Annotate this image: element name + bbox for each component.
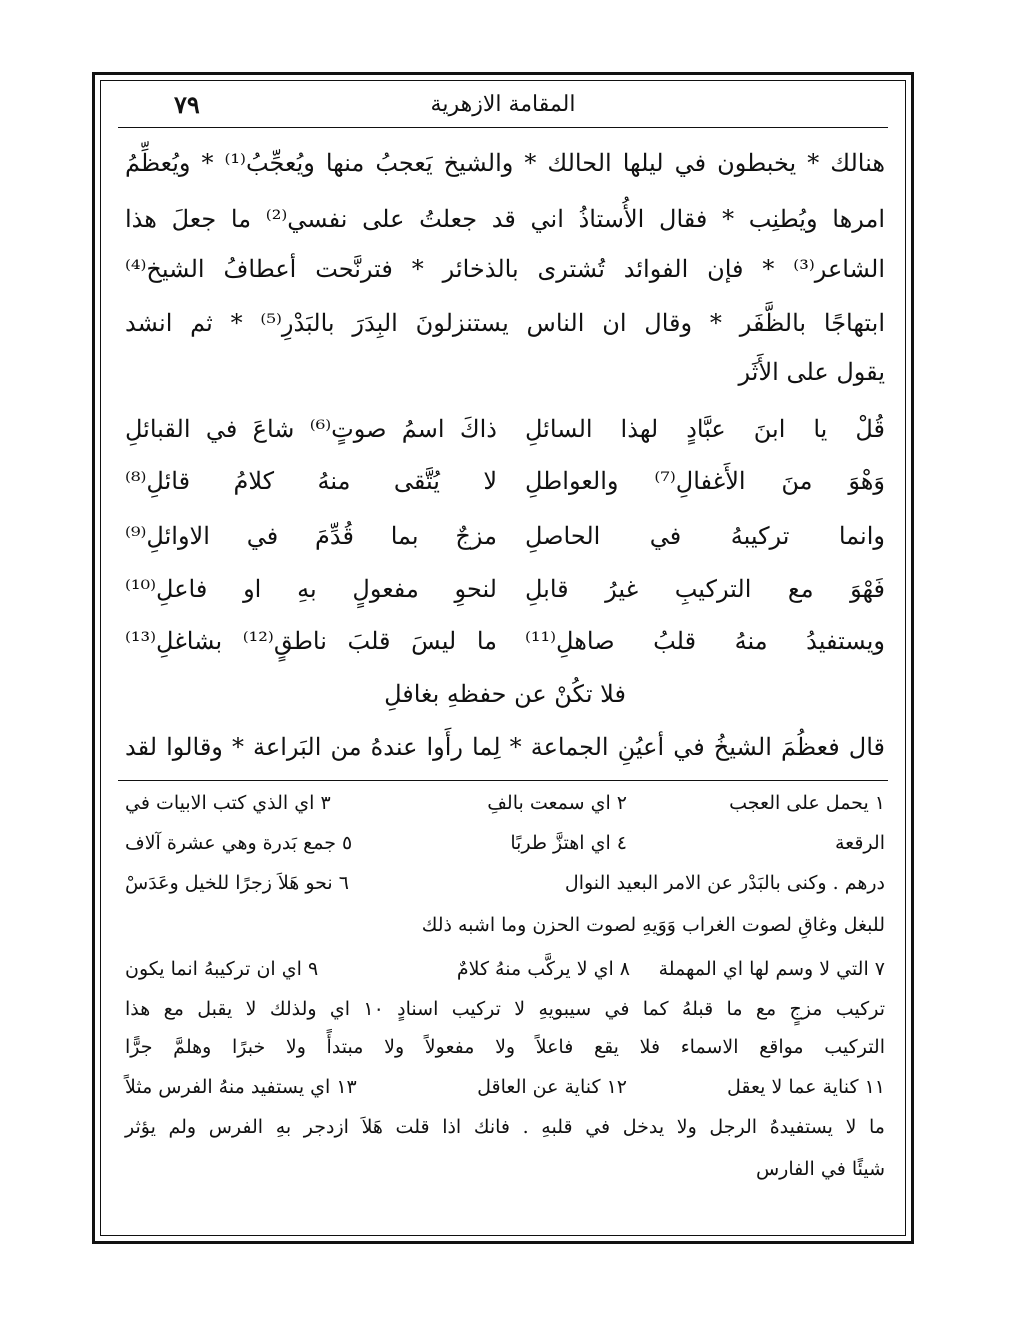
verse-second-hemistich: ذاكَ اسمُ صوتٍ⁽⁶⁾ شاعَ في القبائلِ xyxy=(125,415,497,443)
verse-line xyxy=(125,467,885,517)
verse-second-hemistich: لا يُتَّقى منهُ كلامُ قائلِ⁽⁸⁾ xyxy=(125,467,497,495)
running-title: المقامة الازهرية xyxy=(430,92,576,117)
verse-first-hemistich: ويستفيدُ منهُ قلبُ صاهلِ⁽¹¹⁾ xyxy=(525,627,885,655)
verse-line xyxy=(125,415,885,465)
footnote: ٥ جمع بَدرة وهي عشرة آلاف xyxy=(125,832,353,854)
footnote-row xyxy=(125,872,885,902)
prose-line: هنالك * يخبطون في ليلها الحالك * والشيخ يَعجبُ منها ويُعجِّبُ⁽¹⁾ * ويُعظِّمُ xyxy=(125,149,885,177)
footnote: ١١ كناية عما لا يعقل xyxy=(726,1076,885,1098)
footnote-row xyxy=(125,792,885,822)
footnote: ٣ اي الذي كتب الابيات في xyxy=(125,792,331,814)
footnote-rule xyxy=(118,780,888,781)
verse-second-hemistich: لنحوِ مفعولٍ بهِ او فاعلِ⁽¹⁰⁾ xyxy=(125,575,497,603)
footnote: ١ يحمل على العجب xyxy=(729,792,885,814)
prose-line: الشاعر⁽³⁾ * فإن الفوائد تُشترى بالذخائر * فترنَّحت أعطافُ الشيخ⁽⁴⁾ xyxy=(125,255,885,283)
footnote-line: ما لا يستفيدهُ الرجل ولا يدخل في قلبهِ . فانك اذا قلت هَلاَ ازدجر بهِ الفرس ولم يؤثر xyxy=(125,1116,885,1138)
running-header xyxy=(118,90,888,126)
footnote-row xyxy=(125,832,885,862)
footnote-line: للبغل وغاقِ لصوت الغراب وَوَيهِ لصوت الحزن وما اشبه ذلك xyxy=(421,914,885,936)
footnote: ٧ التي لا وسم لها اي المهملة xyxy=(658,958,885,980)
footnote: ١٣ اي يستفيد منهُ الفرس مثلاً xyxy=(125,1076,357,1098)
verse-line xyxy=(125,575,885,625)
footnote: ٦ نحو هَلاَ زجرًا للخيل وعَدَسْ xyxy=(125,872,349,894)
verse-line xyxy=(125,522,885,572)
verse-second-hemistich: ما ليسَ قلبَ ناطقٍ⁽¹²⁾ بشاغلِ⁽¹³⁾ xyxy=(125,627,497,655)
footnote: الرقعة xyxy=(835,832,885,854)
footnote-line: التركيب مواقع الاسماء فلا يقع فاعلاً ولا مفعولاً ولا مبتدأً ولا خبرًا وهلمَّ جرًّا xyxy=(125,1036,885,1058)
closing-verse: فلا تكُنْ عن حفظهِ بغافلِ xyxy=(384,680,626,708)
prose-line: ابتهاجًا بالظَّفَر * وقال ان الناس يستنزلونَ البِدَرَ بالبَدْرِ⁽⁵⁾ * ثم انشد xyxy=(125,309,885,337)
verse-first-hemistich: قُلْ يا ابنَ عبَّادٍ لهذا السائلِ xyxy=(525,415,885,443)
verse-first-hemistich: فَهْوَ مع التركيبِ غيرُ قابلِ xyxy=(525,575,885,603)
verse-first-hemistich: وَهْوَ منَ الأَغفالِ⁽⁷⁾ والعواطلِ xyxy=(525,467,886,495)
verse-second-hemistich: مزجٌ بما قُدِّمَ في الاوائلِ⁽⁹⁾ xyxy=(125,522,497,550)
footnote-row xyxy=(125,1076,885,1106)
footnote: ٨ اي لا يركَّب منهُ كلامٌ xyxy=(456,958,630,980)
page-number: ٧٩ xyxy=(174,90,200,119)
footnote: درهم . وكنى بالبَدْر عن الامر البعيد النوال xyxy=(564,872,885,894)
verse-first-hemistich: وانما تركيبهُ في الحاصلِ xyxy=(525,522,885,550)
closing-prose: قال فعظُمَ الشيخُ في أعيُنِ الجماعة * لِما رأَوا عندهُ من البَراعة * وقالوا لقد xyxy=(125,733,885,761)
prose-line: امرها ويُطنِب * فقال الأُستاذُ اني قد جعلتُ على نفسي⁽²⁾ ما جعلَ هذا xyxy=(125,205,885,233)
footnote: ٩ اي ان تركيبهُ انما يكون xyxy=(125,958,319,980)
footnote-row xyxy=(125,958,885,988)
footnote: ١٢ كناية عن العاقل xyxy=(477,1076,627,1098)
footnote-line: شيئًا في الفارس xyxy=(755,1158,885,1180)
footnote: ٤ اي اهتزَّ طربًا xyxy=(510,832,627,854)
footnote-line: تركيب مزجٍ مع ما قبلهُ كما في سيبويهِ لا تركيب اسنادٍ ١٠ اي ولذلك لا يقبل مع هذا xyxy=(125,998,885,1020)
prose-line: يقول على الأَثَر xyxy=(738,358,885,386)
verse-line xyxy=(125,627,885,677)
header-rule xyxy=(118,127,888,128)
footnote: ٢ اي سمعت بالفِ xyxy=(487,792,627,814)
